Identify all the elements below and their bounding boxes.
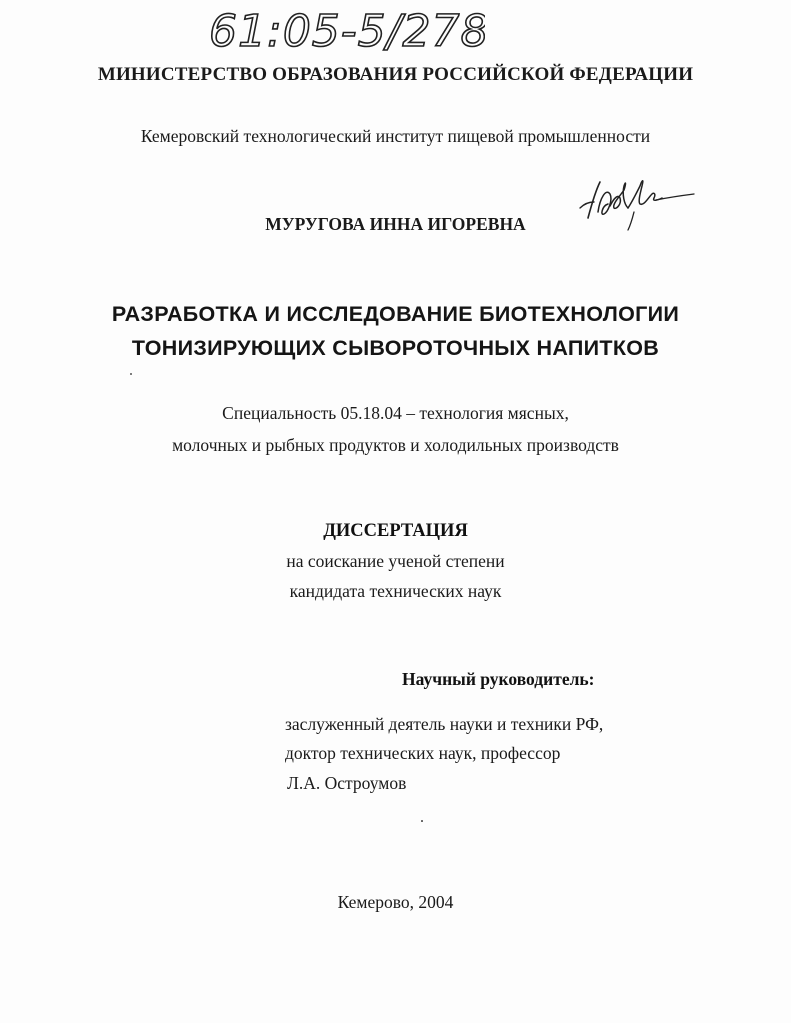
- supervisor-title-line-2: доктор технических наук, профессор: [285, 743, 561, 763]
- dissertation-title-line-1: РАЗРАБОТКА И ИССЛЕДОВАНИЕ БИОТЕХНОЛОГИИ: [111, 302, 680, 326]
- supervisor-name: Л.А. Остроумов: [287, 773, 407, 793]
- scan-speck: [421, 820, 423, 822]
- author-name: [0, 214, 791, 235]
- supervisor-title-line-1: заслуженный деятель науки и техники РФ,: [285, 714, 604, 734]
- archive-code-text: 61:05-5/278: [209, 6, 485, 57]
- institute-name: Кемеровский технологический институт пищевой промышленности: [140, 126, 651, 146]
- city-year: Кемерово, 2004: [337, 892, 454, 912]
- ministry-name: МИНИСТЕРСТВО ОБРАЗОВАНИЯ РОССИЙСКОЙ ФЕДЕРАЦИИ: [97, 64, 694, 85]
- degree-line-1: на соискание ученой степени: [286, 551, 505, 571]
- scan-speck: [130, 373, 132, 375]
- supervisor-label: Научный руководитель:: [402, 669, 595, 689]
- specialty-line-1: Специальность 05.18.04 – технология мясных,: [222, 403, 569, 423]
- author-name-text: МУРУГОВА ИННА ИГОРЕВНА: [265, 214, 526, 234]
- document-type: ДИССЕРТАЦИЯ: [323, 521, 468, 541]
- dissertation-title-line-2: ТОНИЗИРУЮЩИХ СЫВОРОТОЧНЫХ НАПИТКОВ: [131, 336, 660, 360]
- degree-line-2: кандидата технических наук: [289, 581, 502, 601]
- archive-code-handwritten: [205, 2, 485, 60]
- archive-code-ink: [205, 2, 485, 60]
- specialty-line-2: молочных и рыбных продуктов и холодильных производств: [172, 435, 619, 455]
